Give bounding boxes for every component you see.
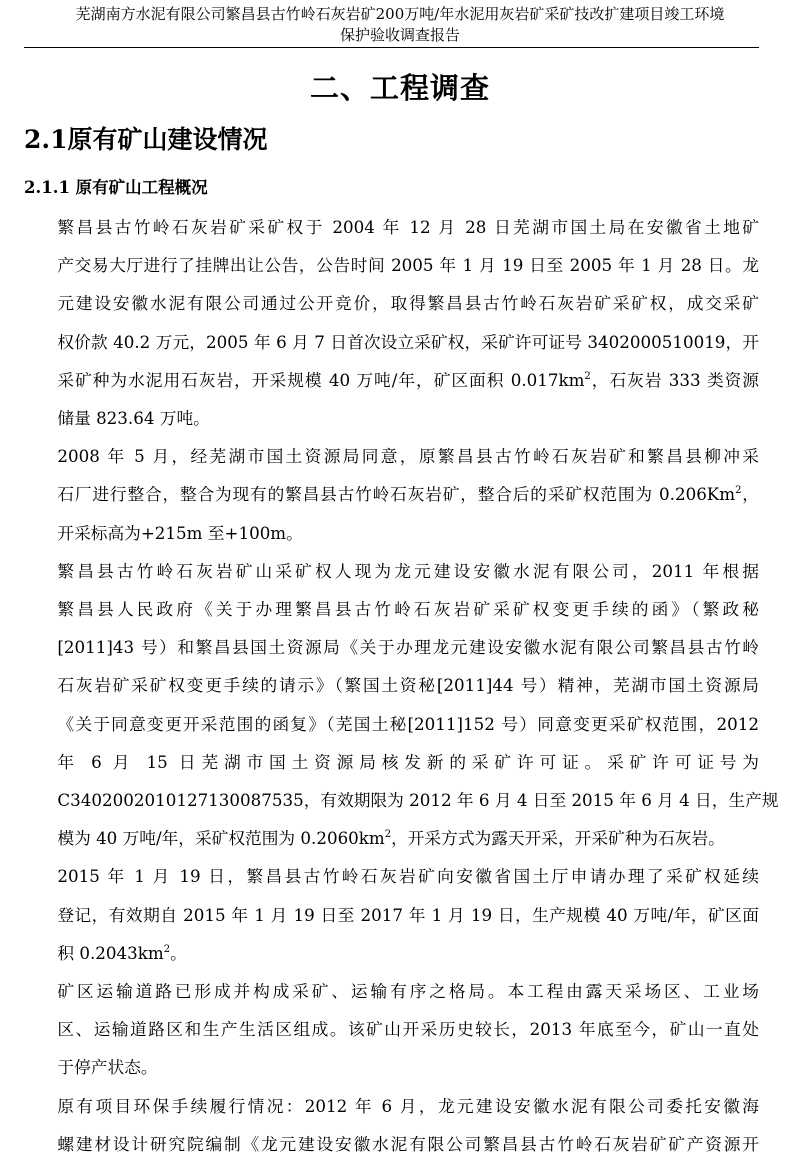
- text-line: 繁昌县古竹岭石灰岩矿采矿权于 2004 年 12 月 28 日芜湖市国土局在安徽省土地矿: [57, 217, 759, 237]
- text-line: 产交易大厅进行了挂牌出让公告，公告时间 2005 年 1 月 19 日至 2005 年 1 月 28 日。龙: [57, 255, 759, 276]
- running-header: [24, 4, 776, 46]
- text-segment: 石厂进行整合，整合为现有的繁昌县古竹岭石灰岩矿，整合后的采矿权范围为 0.206Km: [57, 484, 736, 505]
- paragraph-2: [24, 437, 759, 552]
- body-text: [24, 208, 779, 1163]
- subsection-title: 2.1.1 原有矿山工程概况: [24, 178, 208, 197]
- section-title: 2.1原有矿山建设情况: [24, 125, 268, 154]
- text-line: 权价款 40.2 万元，2005 年 6 月 7 日首次设立采矿权，采矿许可证号 3402000510019，开: [57, 331, 759, 352]
- text-line: [24, 934, 759, 972]
- superscript: 2: [163, 943, 171, 955]
- paragraph-6: [24, 1087, 759, 1163]
- superscript: 2: [384, 829, 392, 841]
- paragraph-1: [24, 208, 759, 437]
- chapter-title: 二、工程调查: [309, 71, 490, 105]
- text-line: [24, 819, 759, 857]
- text-line: 元建设安徽水泥有限公司通过公开竞价，取得繁昌县古竹岭石灰岩矿采矿权，成交采矿: [57, 293, 759, 314]
- text-line: 螺建材设计研究院编制《龙元建设安徽水泥有限公司繁昌县古竹岭石灰岩矿矿产资源开: [57, 1133, 759, 1154]
- paragraph-4: [24, 857, 759, 972]
- header-line-1: 芜湖南方水泥有限公司繁昌县古竹岭石灰岩矿200万吨/年水泥用灰岩矿采矿技改扩建项目竣工环境: [75, 5, 725, 23]
- superscript: 2: [735, 485, 742, 497]
- text-segment: ，石灰岩 333 类资源: [590, 369, 759, 390]
- text-line: 储量 823.64 万吨。: [57, 408, 210, 429]
- text-line: 《关于同意变更开采范围的函复》（芜国土秘[2011]152 号）同意变更采矿权范围，2012: [57, 713, 759, 734]
- text-line: 原有项目环保手续履行情况：2012 年 6 月，龙元建设安徽水泥有限公司委托安徽海: [57, 1095, 759, 1116]
- text-line: 2015 年 1 月 19 日，繁昌县古竹岭石灰岩矿向安徽省国土厅申请办理了采矿权延续: [57, 866, 759, 887]
- text-segment: 采矿种为水泥用石灰岩，开采规模 40 万吨/年，矿区面积 0.017km: [57, 369, 585, 390]
- text-line: 石灰岩矿采矿权变更手续的请示》（繁国土资秘[2011]44 号）精神，芜湖市国土资源局: [57, 675, 759, 696]
- text-segment: 模为 40 万吨/年，采矿权范围为 0.2060km: [57, 828, 385, 849]
- text-line: 年 6 月 15 日芜湖市国土资源局核发新的采矿许可证。采矿许可证号为: [57, 751, 759, 772]
- text-line: [24, 361, 759, 399]
- text-line: 登记，有效期自 2015 年 1 月 19 日至 2017 年 1 月 19 日，生产规模 40 万吨/年，矿区面: [57, 904, 759, 925]
- superscript: 2: [584, 370, 591, 382]
- header-divider: [24, 47, 759, 48]
- text-line: 开采标高为+215m 至+100m。: [57, 522, 303, 543]
- text-segment: 积 0.2043km: [57, 942, 164, 963]
- paragraph-5: [24, 972, 759, 1087]
- text-segment: ，开采方式为露天开采，开采矿种为石灰岩。: [391, 828, 725, 849]
- text-line: 区、运输道路区和生产生活区组成。该矿山开采历史较长，2013 年底至今，矿山一直处: [57, 1019, 759, 1040]
- text-segment: ，: [741, 484, 759, 505]
- paragraph-3: [24, 552, 779, 858]
- text-line: 于停产状态。: [57, 1057, 158, 1078]
- text-line: 2008 年 5 月，经芜湖市国土资源局同意，原繁昌县古竹岭石灰岩矿和繁昌县柳冲采: [57, 446, 759, 467]
- text-segment: 。: [170, 942, 187, 963]
- text-line: [24, 475, 759, 513]
- text-line: [2011]43 号）和繁昌县国土资源局《关于办理龙元建设安徽水泥有限公司繁昌县古竹岭: [57, 637, 759, 658]
- text-line: 繁昌县古竹岭石灰岩矿山采矿权人现为龙元建设安徽水泥有限公司，2011 年根据: [57, 560, 759, 581]
- text-line: 矿区运输道路已形成并构成采矿、运输有序之格局。本工程由露天采场区、工业场: [57, 981, 759, 1002]
- header-line-2: 保护验收调查报告: [339, 26, 460, 44]
- text-line: C3402002010127130087535，有效期限为 2012 年 6 月 4 日至 2015 年 6 月 4 日，生产规: [57, 790, 779, 811]
- text-line: 繁昌县人民政府《关于办理繁昌县古竹岭石灰岩矿采矿权变更手续的函》（繁政秘: [57, 599, 759, 620]
